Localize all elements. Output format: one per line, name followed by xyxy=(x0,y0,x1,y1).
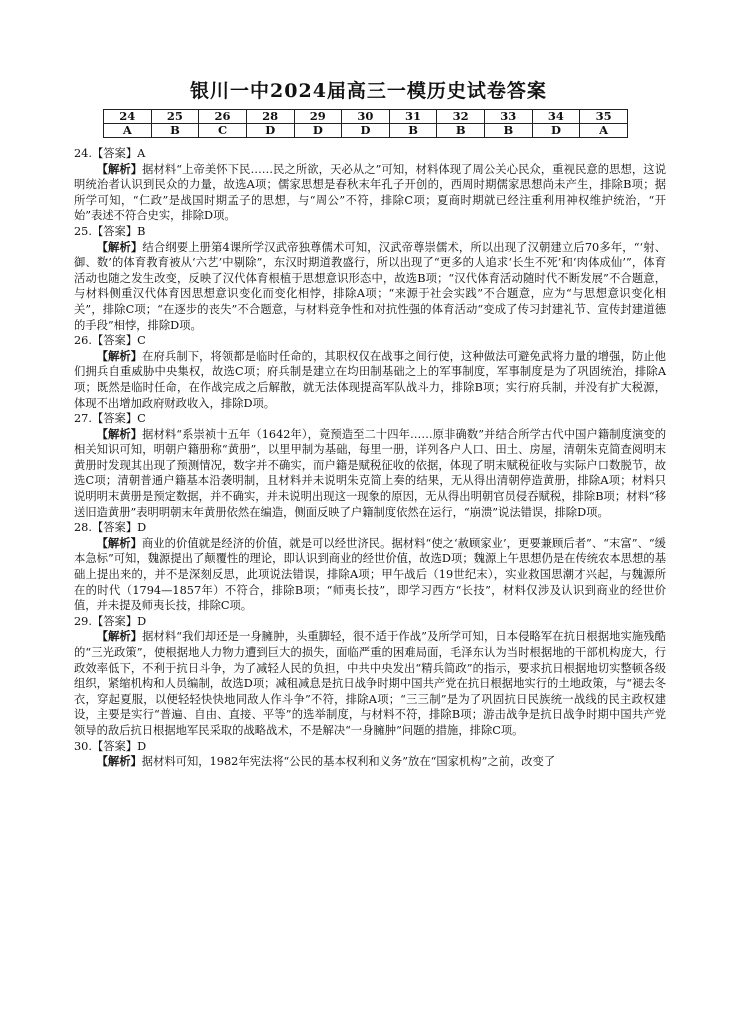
answer-letter-cell: D xyxy=(246,124,294,138)
explanation-tag: 【解析】 xyxy=(96,535,142,550)
answer-table xyxy=(103,109,628,138)
question-number-cell: 32 xyxy=(437,110,485,124)
answer-table-number-row xyxy=(104,110,628,124)
explanation-tag: 【解析】 xyxy=(96,629,143,644)
explanation-text: 据材料可知，1982年宪法将“公民的基本权利和义务”放在“国家机构”之前，改变了 xyxy=(141,755,556,769)
question-number-cell: 26 xyxy=(199,110,247,124)
answer-header: 26.【答案】C xyxy=(74,334,146,348)
answer-table-answer-row xyxy=(104,124,628,138)
explanation-text: 在府兵制下，将领都是临时任命的，其职权仅在战事之间行使，这种做法可避免武将力量的增强，防止他们拥兵自重威胁中央集权，故选C项；府兵制是建立在均田制基础之上的军事制度，军事制度是为了巩固统治，排除A项；既然是临时任命，在作战完成之后解散，就无法体现提高军队战斗力，排除B项；实行府兵制，并没有扩大税源，体现不出增加政府财政收入，排除D项。 xyxy=(74,349,666,410)
question-number-cell: 31 xyxy=(389,110,437,124)
answer-letter-cell: B xyxy=(389,124,437,138)
explanation-text: 商业的价值就是经济的价值，就是可以经世济民。据材料“使之‘赦顾家业’，更要兼顾后者”、“末富”、“缓本急标”可知，魏源提出了颠覆性的理论，即认识到商业的经世价值，故选D项；魏源上午思想仍是在传统农本思想的基础上提出来的，并不是深刻反思，此项说法错误，排除A项；甲午战后（19世纪末），实业救国思潮才兴起，与魏源所在的时代（1794—1857年）不符合，排除B项；“师夷长技”，即学习西方“长技”，材料仅涉及认识到商业的经世价值，并未提及师夷长技，排除C项。 xyxy=(74,536,666,613)
answer-letter-cell: D xyxy=(294,124,342,138)
answer-header: 28.【答案】D xyxy=(74,521,147,535)
answer-letter-cell: A xyxy=(104,124,152,138)
question-number-cell: 35 xyxy=(580,110,628,124)
answer-header: 25.【答案】B xyxy=(74,224,146,238)
explanation-tag: 【解析】 xyxy=(96,348,143,363)
explanation-content xyxy=(74,146,666,770)
question-number-cell: 25 xyxy=(151,110,199,124)
explanation-tag: 【解析】 xyxy=(96,754,142,769)
page-title: 银川一中2024届高三一模历史试卷答案 xyxy=(190,80,547,102)
question-number-cell: 24 xyxy=(104,110,152,124)
answer-letter-cell: B xyxy=(485,124,533,138)
question-number-cell: 28 xyxy=(246,110,294,124)
answer-letter-cell: D xyxy=(532,124,580,138)
question-number-cell: 34 xyxy=(532,110,580,124)
explanation-paragraph xyxy=(74,427,666,521)
question-number-cell: 33 xyxy=(485,110,533,124)
explanation-paragraph xyxy=(74,536,666,614)
question-number-cell: 30 xyxy=(342,110,390,124)
answer-header: 29.【答案】D xyxy=(74,614,147,628)
question-number-cell: 29 xyxy=(294,110,342,124)
answer-letter-cell: D xyxy=(342,124,390,138)
explanation-tag: 【解析】 xyxy=(96,426,143,441)
answer-letter-cell: C xyxy=(199,124,247,138)
explanation-tag: 【解析】 xyxy=(96,161,143,176)
explanation-paragraph xyxy=(74,629,666,738)
answer-letter-cell: A xyxy=(580,124,628,138)
explanation-tag: 【解析】 xyxy=(96,239,143,254)
explanation-text: 据材料“上帝美怀下民……民之所欲，天必从之”可知，材料体现了周公关心民众，重视民意的思想，这说明统治者认识到民众的力量，故选A项；儒家思想是春秋末年孔子开创的，西周时期儒家思想尚未产生，排除B项；据所学可知，“仁政”是战国时期孟子的思想，与“周公”不符，排除C项；夏商时期就已经注重利用神权维护统治，“开始”表述不符合史实，排除D项。 xyxy=(74,162,666,223)
explanation-paragraph xyxy=(74,240,666,334)
answer-header: 24.【答案】A xyxy=(74,147,146,160)
explanation-paragraph xyxy=(74,162,666,224)
answer-header: 30.【答案】D xyxy=(74,739,147,753)
answer-letter-cell: B xyxy=(151,124,199,138)
explanation-text: 据材料“我们却还是一身臃肿，头重脚轻，很不适于作战”及所学可知，日本侵略军在抗日根据地实施残酷的“三光政策”，使根据地人力物力遭到巨大的损失，面临严重的困难局面，毛泽东认为当时根据地的干部机构庞大，行政效率低下，不利于抗日斗争，为了减轻人民的负担，中共中央发出“精兵简政”的指示，要求抗日根据地切实整顿各级组织，紧缩机构和人员编制，故选D项；减租减息是抗日战争时期中国共产党在抗日根据地实行的土地政策，与“褪去冬衣，穿起夏服，以便轻轻快快地同敌人作斗争”不符，排除A项；“三三制”是为了巩固抗日民族统一战线的民主政权建设，主要是实行“普遍、自由、直接、平等”的选举制度，与材料不符，排除B项；游击战争是抗日战争时期中国共产党领导的敌后抗日根据地军民采取的战略战术，不是解决“一身臃肿”问题的措施，排除C项。 xyxy=(74,630,666,737)
explanation-text: 结合纲要上册第4课所学汉武帝独尊儒术可知，汉武帝尊崇儒术，所以出现了汉朝建立后70多年，“‘射、御、数’的体育教育被从‘六艺’中剔除”，东汉时期道教盛行，所以出现了“更多的人追求‘长生不死’和‘肉体成仙’”，体育活动也随之发生改变，反映了汉代体育根植于思想意识形态中，故选B项；“汉代体育活动随时代不断发展”不合题意，与材料侧重汉代体育因思想意识变化而变化相悖，排除A项；“来源于社会实践”不合题意，应为“与思想意识变化相关”，排除C项；“在逐步的丧失”不合题意，与材料竞争性和对抗性强的体育活动“变成了传习封建礼节、宣传封建道德的手段”相悖，排除D项。 xyxy=(74,240,666,332)
explanation-paragraph xyxy=(74,349,666,411)
explanation-text: 据材料“系崇祯十五年（1642年），竟预造至二十四年……原非确数”并结合所学古代中国户籍制度演变的相关知识可知，明朝户籍册称“黄册”，以里甲制为基础，每里一册，详列各户人口、田土、房屋，清朝朱克简查阅明末黄册时发现其出现了预测情况，数字并不确实，而户籍是赋税征收的依据，体现了明末赋税征收与实际户口数脱节，故选C项；清朝普通户籍基本沿袭明制，且材料并未说明朱克简上奏的结果，无从得出清朝停造黄册，排除A项；材料只说明明末黄册是预定数据，并不确实，并未说明出现这一现象的原因，无从得出明朝官员侵吞赋税，排除B项；材料“移送旧造黄册”表明明朝末年黄册依然在编造，侧面反映了户籍制度依然在运行，“崩溃”说法错误，排除D项。 xyxy=(74,427,666,519)
explanation-paragraph xyxy=(74,754,666,770)
answer-header: 27.【答案】C xyxy=(74,412,146,426)
answer-letter-cell: B xyxy=(437,124,485,138)
